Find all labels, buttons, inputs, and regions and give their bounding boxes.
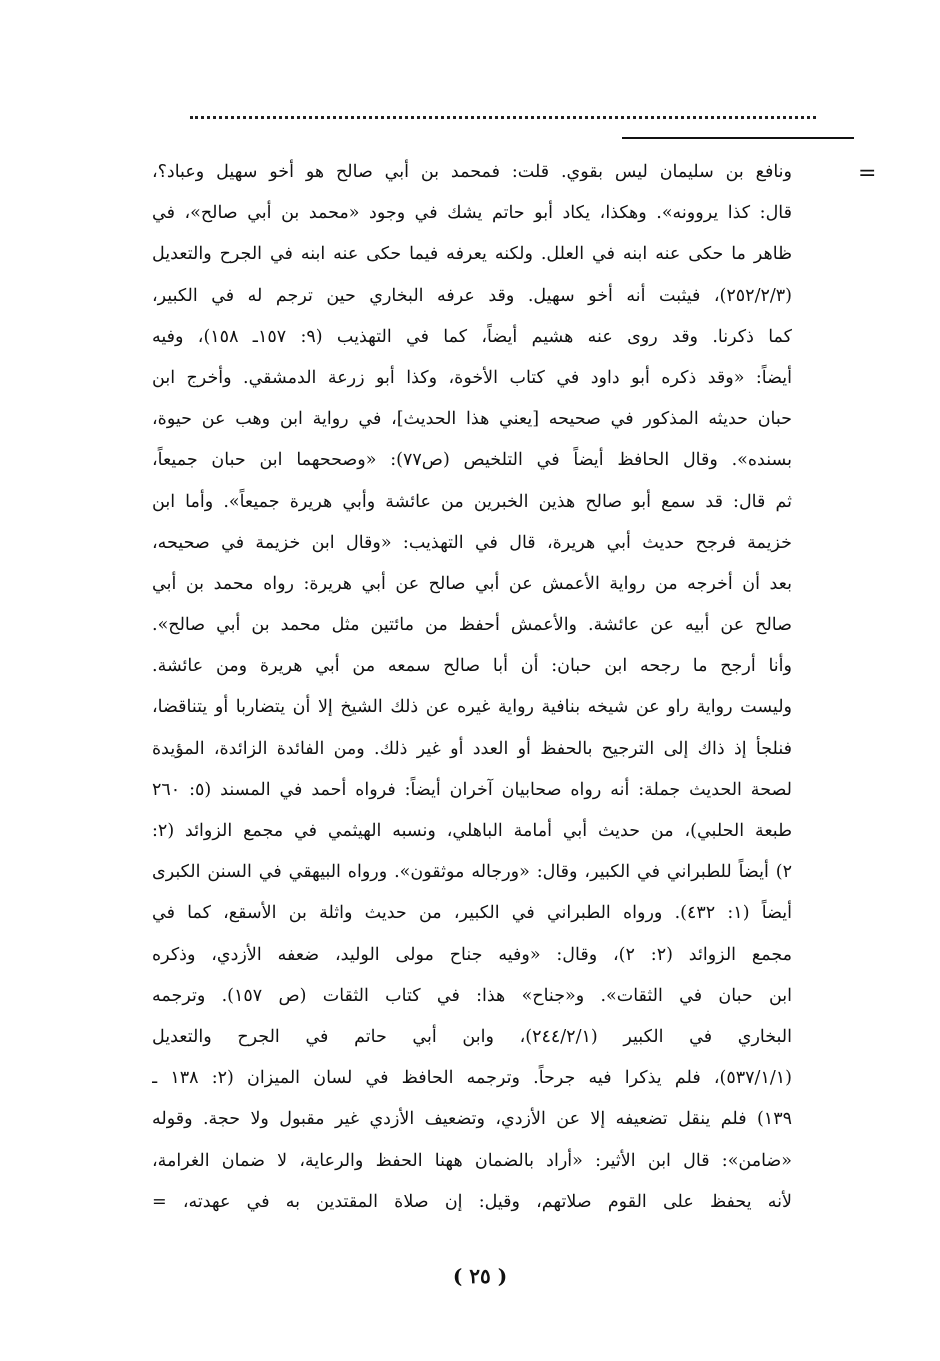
text-line: كما ذكرنا. وقد روى عنه هشيم أيضاً، كما في التهذيب (٩: ١٥٧ـ ١٥٨)، وفيه	[152, 326, 792, 347]
text-line: حبان حديثه المذكور في صحيحه [يعني هذا الحديث]، في رواية ابن وهب عن حيوة،	[152, 409, 792, 430]
text-line: ونافع بن سليمان ليس بقوي. قلت: فمحمد بن أبي صالح هو أخو سهيل وعباد؟،	[152, 162, 792, 182]
text-line: بعد أن أخرجه من رواية الأعمش عن أبي صالح عن أبي هريرة: رواه محمد بن أبي	[152, 573, 792, 594]
text-line: ابن حبان في الثقات». و«جناح» هذا: في كتاب الثقات (ص ١٥٧). وترجمه	[152, 985, 792, 1006]
text-line: البخاري في الكبير (٢٤٤/٢/١)، وابن أبي حاتم في الجرح والتعديل	[152, 1026, 792, 1047]
text-line: خزيمة فرجح حديث أبي هريرة، قال في التهذيب: «وقال ابن خزيمة في صحيحه،	[152, 532, 792, 553]
continuation-mark: =	[858, 161, 877, 186]
text-line: ظاهر ما حكى عنه ابنه في العلل. ولكنه يعرفه فيما حكى عنه ابنه في الجرح والتعديل	[152, 244, 792, 265]
text-line: صالح عن أبيه عن عائشة. والأعمش أحفظ من مائتين مثل محمد بن أبي صالح».	[152, 615, 792, 636]
text-line: طبعة الحلبي)، من حديث أبي أمامة الباهلي، ونسبه الهيثمي في مجمع الزوائد (٢:	[152, 821, 792, 841]
text-line: فنلجأ إذ ذاك إلى الترجيح بالحفظ أو العدد أو غير ذلك. ومن الفائدة الزائدة، المؤيدة	[152, 738, 792, 759]
dotted-separator	[190, 116, 816, 119]
text-line: وليست رواية راو عن شيخه بنافية رواية غيره عن ذلك الشيخ إلا أن يتضاربا أو يتناقضا،	[152, 697, 792, 718]
footnote-text	[152, 152, 792, 1223]
text-line: أيضاً: «وقد ذكره أبو داود في كتاب الأخوة، وكذا أبو زرعة الدمشقي. وأخرج ابن	[152, 367, 792, 388]
text-line: أيضاً (١: ٤٣٢). ورواه الطبراني في الكبير، من حديث واثلة بن الأسقع، كما في	[152, 903, 792, 924]
text-line: مجمع الزوائد (٢: ٢)، وقال: «وفيه جناح مولى الوليد، ضعفه الأزدي، وذكره	[152, 944, 792, 965]
text-line: (٥٣٧/١/١)، فلم يذكرا فيه جرحاً. وترجمه الحافظ في لسان الميزان (٢: ١٣٨ ـ	[152, 1068, 792, 1089]
text-line: لصحة الحديث جملة: أنه رواه صحابيان آخران أيضاً: فرواه أحمد في المسند (٥: ٢٦٠	[152, 779, 792, 800]
text-line: «ضامن»: قال ابن الأثير: «أراد بالضمان ههنا الحفظ والرعاية، لا ضمان الغرامة،	[152, 1150, 792, 1171]
text-line: قال: كذا يروونه». وهكذا، يكاد أبو حاتم يشك في وجود «محمد بن أبي صالح»، في	[152, 203, 792, 224]
text-line: ثم قال: قد سمع أبو صالح هذين الخبرين من عائشة وأبي هريرة جميعاً». وأما ابن	[152, 491, 792, 512]
text-line: وأنا أرجح ما رجحه ابن حبان: أن أبا صالح سمعه من أبي هريرة ومن عائشة.	[152, 656, 792, 677]
text-line: ١٣٩) فلم ينقل تضعيفه إلا عن الأزدي، وتضعيف الأزدي غير مقبول ولا حجة. وقوله	[152, 1109, 792, 1130]
text-line: (٢٥٢/٢/٣)، فيثبت أنه أخو سهيل. وقد عرفه البخاري حين ترجم له في الكبير،	[152, 285, 792, 306]
text-line: لأنه يحفظ على القوم صلاتهم، وقيل: إن صلاة المقتدين به في عهدته، =	[152, 1191, 792, 1212]
text-line: ٢) أيضاً للطبراني في الكبير، وقال: «ورجاله موثقون». ورواه البيهقي في السنن الكبرى	[152, 862, 792, 883]
footnote-rule	[622, 137, 854, 139]
text-line: بسنده». وقال الحافظ أيضاً في التلخيص (ص٧٧): «وصححهما ابن حبان جميعاً،	[152, 450, 792, 471]
page-number: ( ٢٥ )	[452, 1264, 508, 1288]
